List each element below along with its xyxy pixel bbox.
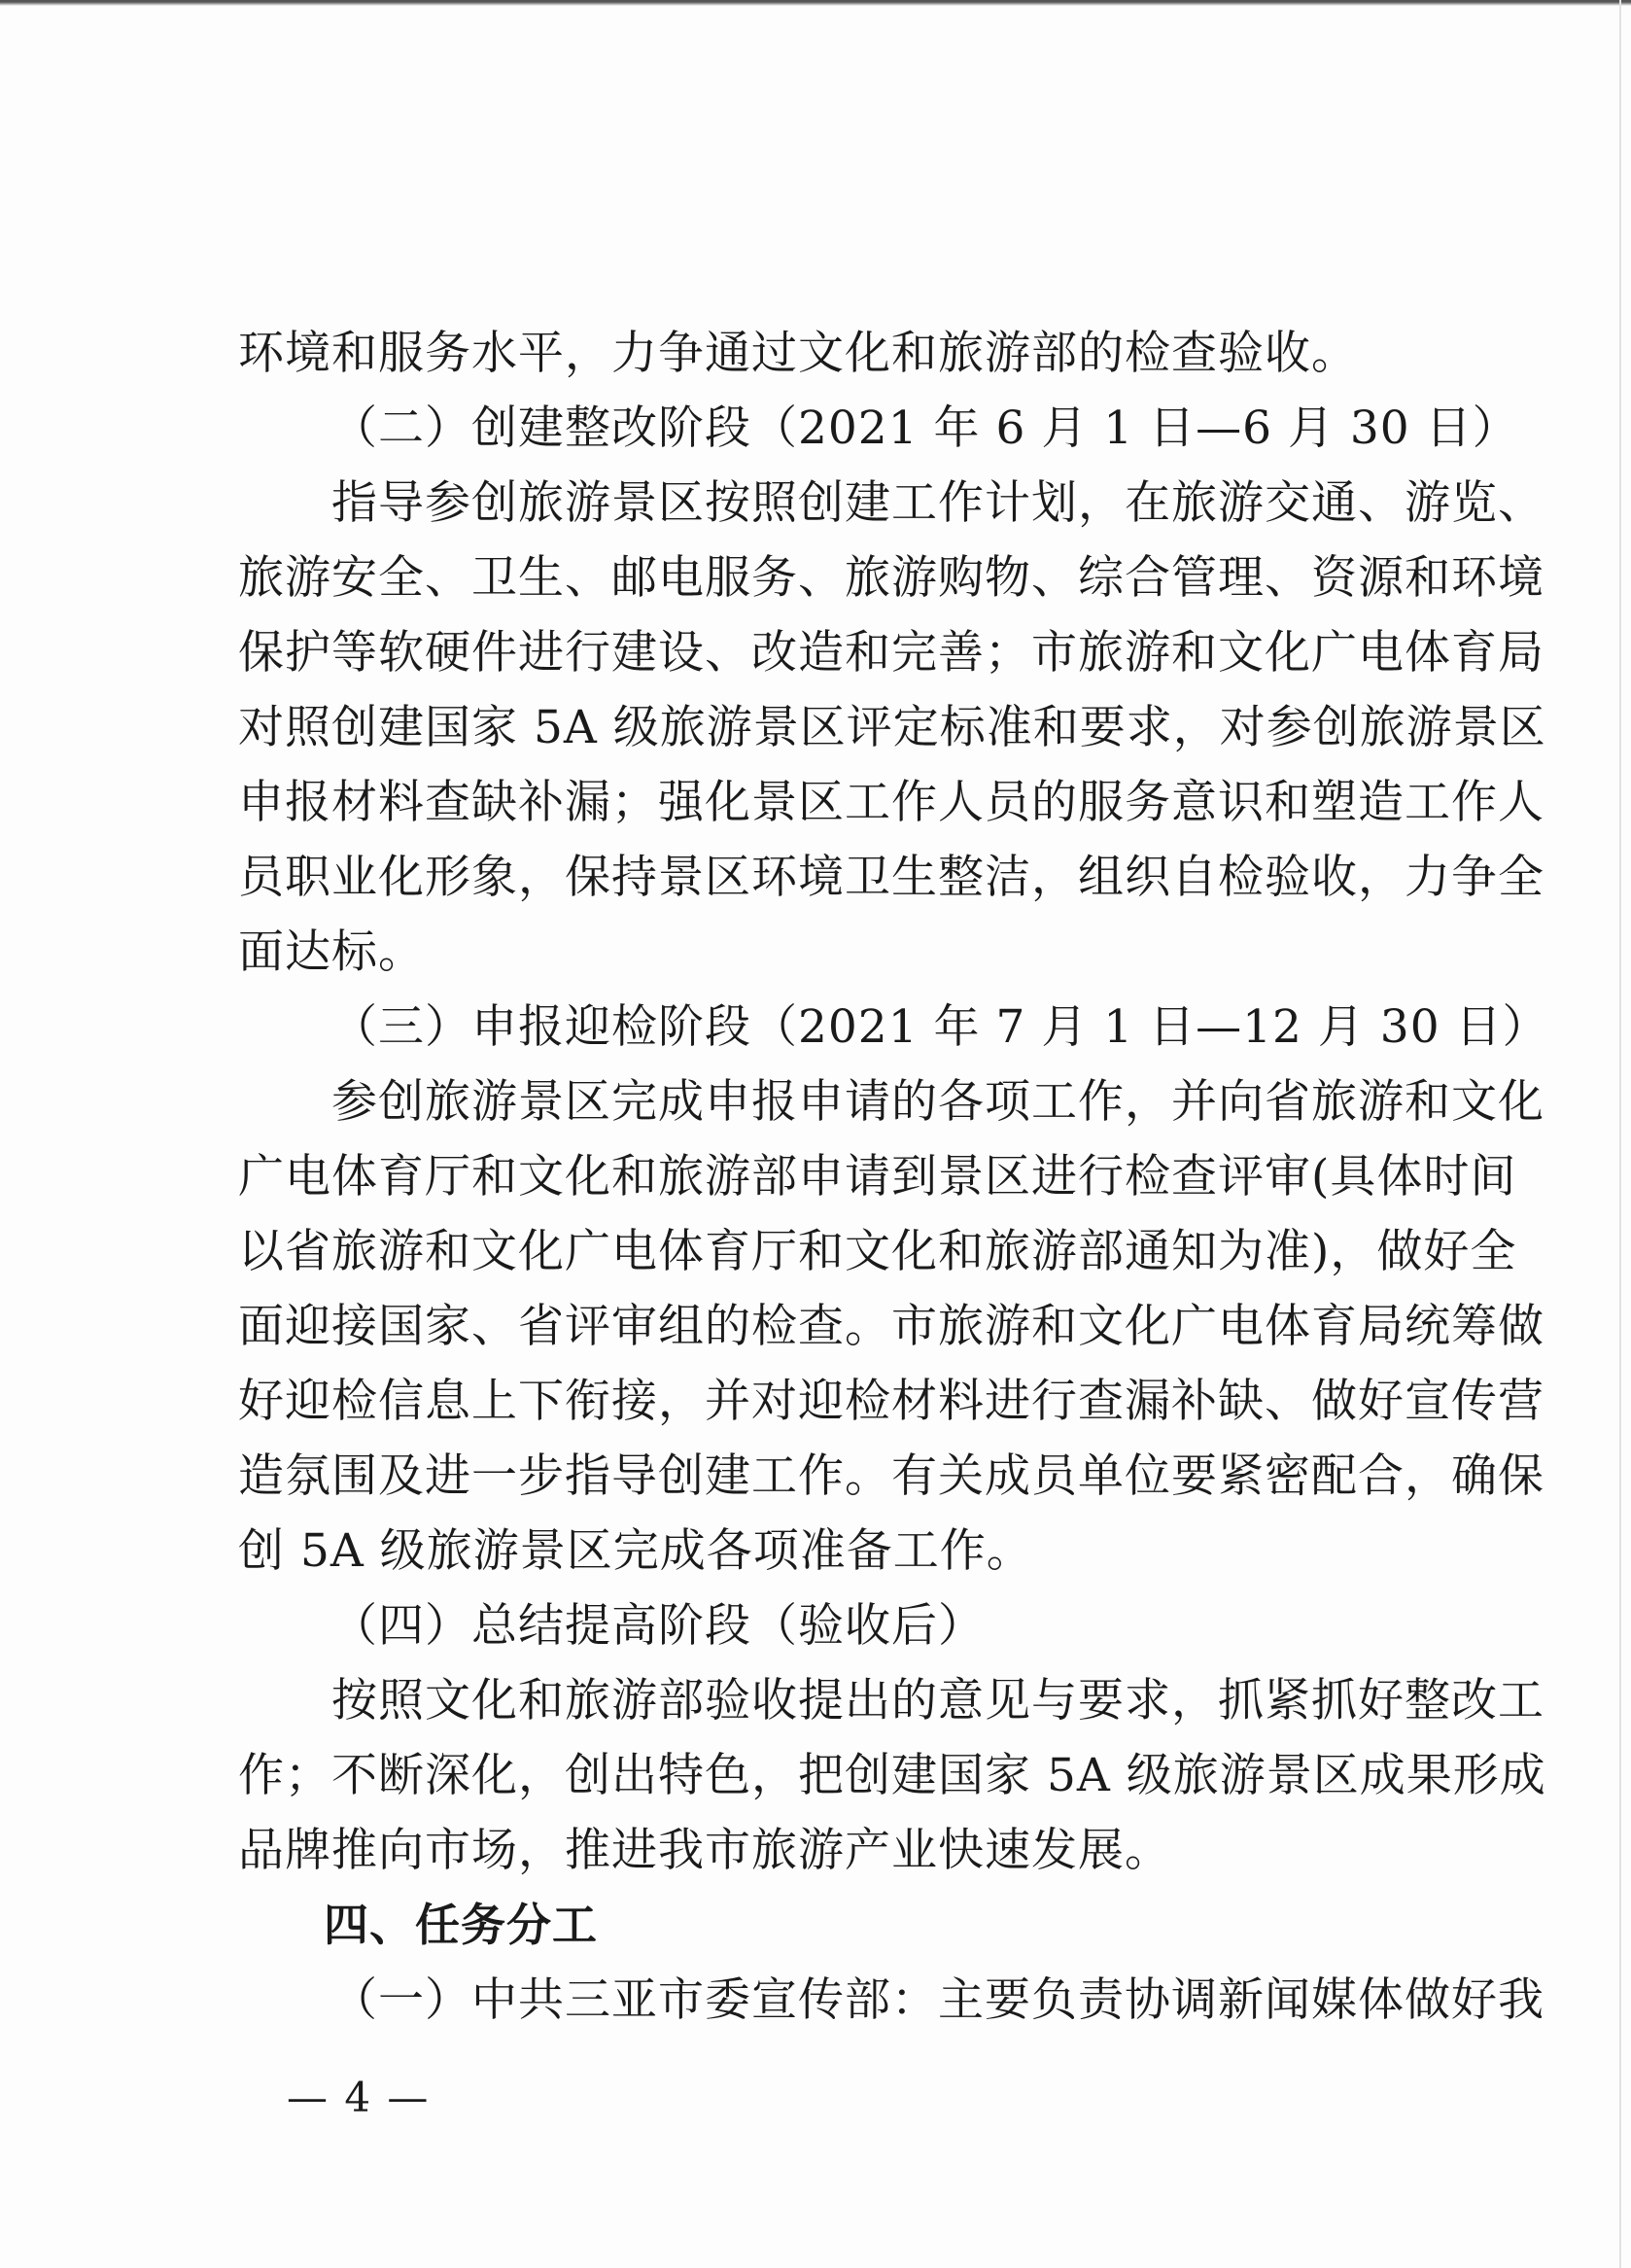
- body-line: 旅游安全、卫生、邮电服务、旅游购物、综合管理、资源和环境: [238, 551, 1544, 605]
- paragraph-first-line: 按照文化和旅游部验收提出的意见与要求，抓紧抓好整改工: [331, 1674, 1544, 1727]
- body-line: 员职业化形象，保持景区环境卫生整洁，组织自检验收，力争全: [238, 851, 1544, 904]
- paragraph-first-line: （一）中共三亚市委宣传部：主要负责协调新闻媒体做好我: [331, 1973, 1544, 2027]
- body-line: 保护等软硬件进行建设、改造和完善；市旅游和文化广电体育局: [238, 626, 1544, 680]
- body-line: 品牌推向市场，推进我市旅游产业快速发展。: [238, 1824, 1171, 1877]
- page-number: — 4 —: [287, 2074, 431, 2121]
- body-line: 申报材料查缺补漏；强化景区工作人员的服务意识和塑造工作人: [238, 776, 1544, 829]
- document-body: [238, 316, 1549, 2038]
- section-heading-task-division: 四、任务分工: [324, 1899, 598, 1951]
- sub-heading-rectification-stage: （二）创建整改阶段（2021 年 6 月 1 日—6 月 30 日）: [331, 401, 1519, 455]
- body-line: 创 5A 级旅游景区完成各项准备工作。: [238, 1524, 1033, 1578]
- body-line: 面迎接国家、省评审组的检查。市旅游和文化广电体育局统筹做: [238, 1300, 1544, 1353]
- body-line: 造氛围及进一步指导创建工作。有关成员单位要紧密配合，确保: [238, 1449, 1544, 1503]
- body-line: 好迎检信息上下衔接，并对迎检材料进行查漏补缺、做好宣传营: [238, 1375, 1544, 1428]
- body-line: 广电体育厅和文化和旅游部申请到景区进行检查评审(具体时间: [238, 1150, 1517, 1204]
- body-line: 面达标。: [238, 925, 425, 979]
- scan-edge-right: [1619, 0, 1621, 2268]
- scan-edge-top: [0, 0, 1631, 6]
- sub-heading-application-inspection-stage: （三）申报迎检阶段（2021 年 7 月 1 日—12 月 30 日）: [331, 1000, 1549, 1054]
- body-line: 以省旅游和文化广电体育厅和文化和旅游部通知为准)，做好全: [238, 1225, 1517, 1278]
- body-line: 对照创建国家 5A 级旅游景区评定标准和要求，对参创旅游景区: [238, 701, 1546, 754]
- paragraph-first-line: 参创旅游景区完成申报申请的各项工作，并向省旅游和文化: [331, 1075, 1544, 1129]
- body-line: 作；不断深化，创出特色，把创建国家 5A 级旅游景区成果形成: [238, 1749, 1546, 1802]
- sub-heading-summary-stage: （四）总结提高阶段（验收后）: [331, 1599, 985, 1653]
- body-line: 环境和服务水平，力争通过文化和旅游部的检查验收。: [238, 327, 1358, 380]
- paragraph-first-line: 指导参创旅游景区按照创建工作计划，在旅游交通、游览、: [331, 476, 1544, 530]
